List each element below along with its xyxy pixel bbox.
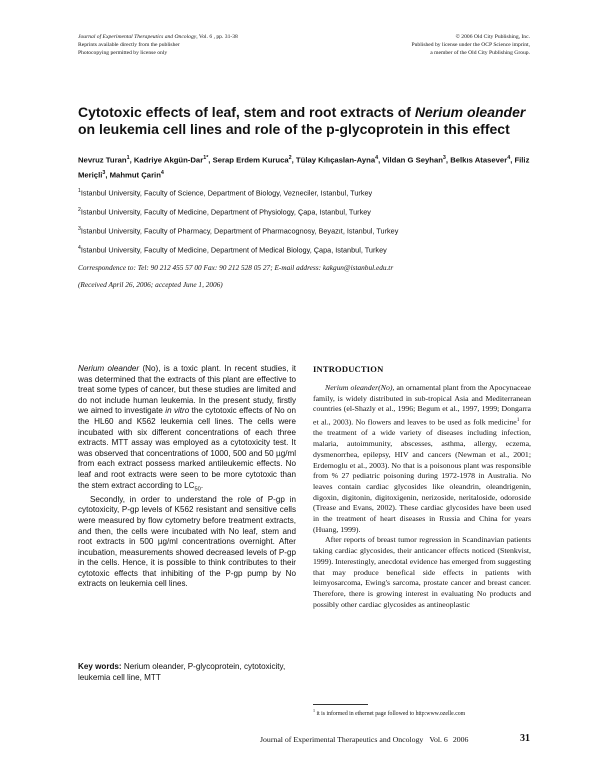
keywords-text: Nerium oleander, P-glycoprotein, cytotoxicity, leukemia cell line, MTT [78,662,286,682]
author-name: Filiz Meriçli [78,155,530,180]
introduction-paragraph-2: After reports of breast tumor regression in Scandinavian patients taking cardiac glycosides, their anticancer effects noticed (Stenkvist, 1999). Interestingly, anecdotal evidence has emerged from suggesting that may produce benefical side effects in patients with leimyosarcoma, Ewing's sarcoma, prostate cancer and breast cancer. Therefore, there is growing interest in evaluating No products and possibly other cardiac glycosides as antineoplastic [313,535,531,609]
header-journal-line [78,33,238,41]
author-affiliation-mark: 1 [126,155,130,161]
author-separator: , [510,155,515,165]
author-name: Serap Erdem Kuruca [212,155,289,165]
header-reprints: Reprints available directly from the publisher [78,42,180,48]
abstract-paragraph-1: Nerium oleander (No), is a toxic plant. In recent studies, it was determined that the extracts of this plant are effective to treat some types of cancer, but these studies are limited and do not include human leukemia. In the present study, firstly we aimed to investigate in vitro the cytotoxic effects of No on the HL60 and K562 leukemia cell lines. The cells were incubated with six different concentrations of each three extracts. MTT assay was employed as a cytotoxicity test. It was observed that concentrations of 1000, 500 and 50 µg/ml from each extract possess marked antileukemic effects. No leaf and root extracts were seen to be more cytotoxic than the stem extract according to $LC_{50}$. [78,364,296,493]
author-name: Vildan G Seyhan [382,155,443,165]
author-affiliation-mark: 3 [102,169,106,176]
footnote: $^1$ it is informed in ethernet page followed to http:www.ozelle.com [313,708,466,717]
author-affiliation-mark: 4 [160,169,164,176]
author-list [78,152,538,181]
received-dates: (Received April 26, 2006; accepted June 1, 2006) [78,280,223,289]
author-name: Kadriye Akgün-Dar [133,155,204,165]
title-part1: Cytotoxic effects of leaf, stem and root extracts of [78,104,415,120]
author-separator: , [105,170,110,180]
introduction-heading: INTRODUCTION [313,364,384,374]
article-title [78,104,538,138]
affiliation-2: $^2$Istanbul University, Faculty of Medicine, Department of Physiology, Çapa, Istanbul, Turkey [78,207,371,217]
affiliation-4: $^4$Istanbul University, Faculty of Medicine, Department of Medical Biology, Çapa, Istanbul, Turkey [78,245,387,255]
author-separator: , [291,155,296,165]
title-part2: on leukemia cell lines and role of the p-glycoprotein in this effect [78,121,510,137]
running-header-left [78,33,238,57]
title-species: Nerium oleander [414,104,526,120]
footnote-rule [313,704,368,705]
introduction-paragraph-1: Nerium oleander(No), an ornamental plant from the Apocynaceae family, is widely distributed in sub-tropical Asia and Mediterranean countries (el-Shazly et al., 1996; Begum et al., 1997, 1999; Dongarra et al., 2003). No flowers and leaves to be used as folk medicine$^1$ for the treatment of a wide variety of diseases including infection, malaria, autoimmunity, abscesses, asthma, allergy, eczema, dysmenorrhea, epilepsy, HIV and cancers (Newman et al., 2001; Erdemoglu et al., 2003). No that is a poisonous plant was responsible from % 27 pediatric poisoning during 1972-1978 in Australia. No leaves contain cardiac glycosides like oleandrin, oleandrigenin, digoxin, digitonin, digitoxigenin, nerizoside, neritaloside, odoroside (Trease and Evans, 2002). These cardiac glycosides have been used in the treatment of heart diseases in Russia and China for years (Huang, 1999). [313,383,531,534]
author-name: Nevruz Turan [78,155,127,165]
author-affiliation-mark: 4 [375,155,379,161]
author-name: Mahmut Çarin [109,170,161,180]
correspondence-line: Correspondence to: Tel: 90 212 455 57 00 Fax: 90 212 528 05 27; E-mail address: kakgun@istanbul.edu.tr [78,263,394,272]
author-separator: , [208,155,213,165]
abstract-paragraph-2: Secondly, in order to understand the role of P-gp in cytotoxicity, P-gp levels of K562 resistant and sensitive cells were measured by flow cytometry before treatment extracts, and then, the cells were incubated with No leaf, stem and root extracts in 500 µg/ml concentrations overnight. After incubation, measurements showed decreased levels of P-gp in the cells. Hence, it is possible to think contributes to their cytotoxic effects that inhibiting of the P-gp pump by No extracts on leukemia cell lines. [78,494,296,589]
author-separator: , [445,155,451,165]
affiliation-1: $^1$Istanbul University, Faculty of Science, Department of Biology, Vezneciler, Istanbul, Turkey [78,188,373,198]
header-photocopying: Photocopying permitted by license only [78,50,168,56]
author-separator: , [378,155,383,165]
header-publisher-group: a member of the Old City Publishing Group. [430,50,530,56]
header-vol-pages: , Vol. 6 , pp. 31-38 [196,34,238,40]
author-affiliation-mark: 1* [203,155,209,161]
running-header-right [412,33,531,57]
footer-year: 2006 [452,735,469,744]
footer-journal: Journal of Experimental Therapeutics and Oncology [260,735,424,744]
header-copyright: © 2006 Old City Publishing, Inc. [455,34,530,40]
author-name: Tülay Kılıçaslan-Ayna [295,155,376,165]
page-number: 31 [520,733,530,744]
page-footer [260,735,530,744]
introduction-body [313,383,531,610]
author-affiliation-mark: 4 [507,155,511,161]
header-journal-name: Journal of Experimental Therapeutics and Oncology [78,34,197,40]
author-affiliation-mark: 2 [288,155,292,161]
author-affiliation-mark: 3 [442,155,446,161]
author-name: Belkıs Atasever [450,155,508,165]
affiliation-3: $^3$Istanbul University, Faculty of Pharmacy, Department of Pharmacognosy, Beyazıt, Istanbul, Turkey [78,226,399,236]
footer-volume: Vol. 6 [429,735,448,744]
author-separator: , [129,155,134,165]
abstract [78,364,296,590]
keywords [78,662,296,683]
header-license: Published by license under the OCP Science imprint, [411,42,530,48]
keywords-label: Key words: [78,662,122,671]
